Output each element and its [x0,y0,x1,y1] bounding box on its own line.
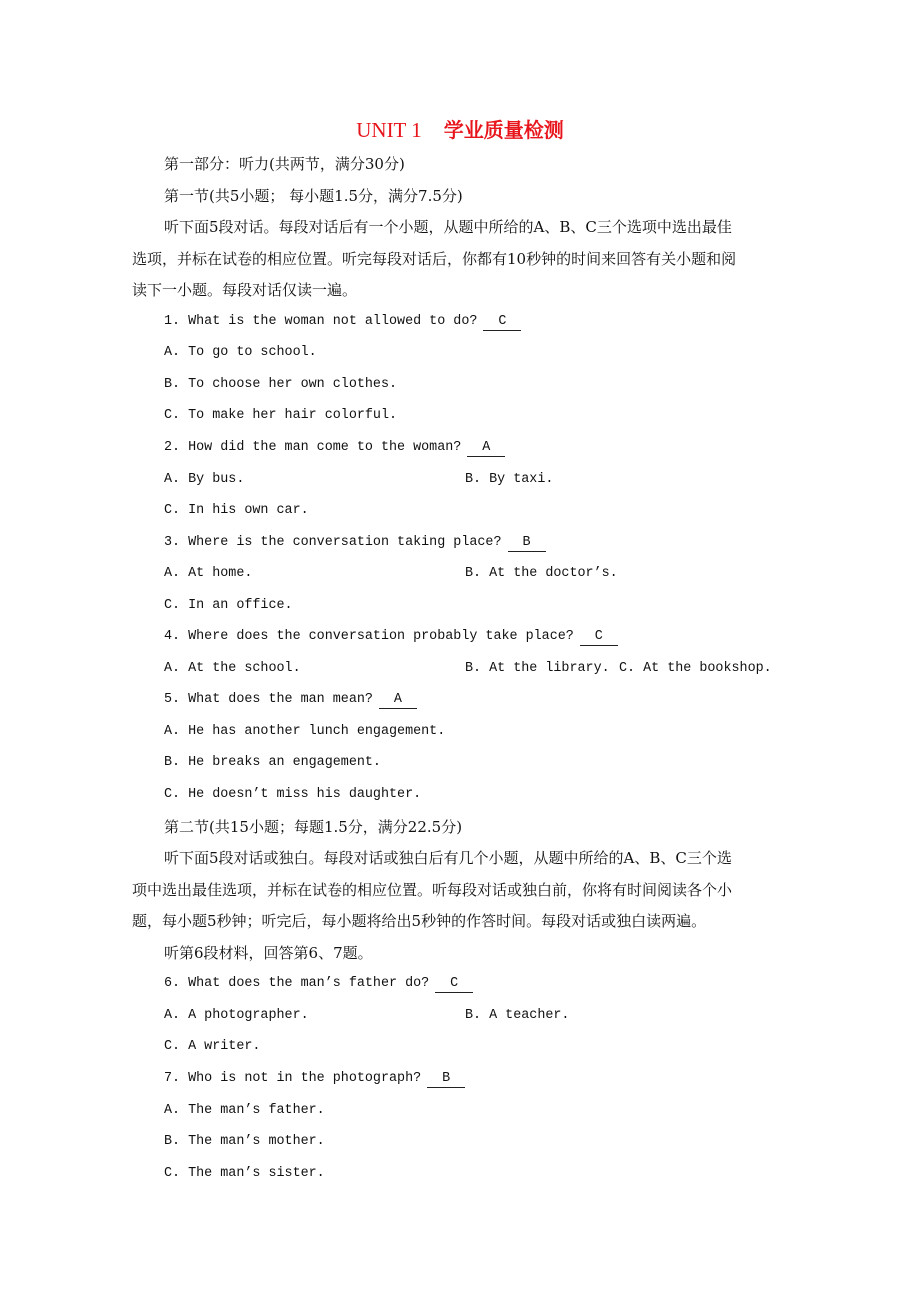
instruction-line [132,879,732,901]
line-text: B. To choose her own clothes. [164,376,398,392]
line-text: C. A writer. [164,1039,261,1055]
line-text: 7. Who is not in the photograph? [164,1070,422,1086]
line-text: A. At home. [164,566,253,582]
option-line [164,469,554,491]
question-line [164,626,618,648]
option-col2: B. A teacher. [465,1007,570,1023]
question-line [164,973,473,995]
instruction-line [132,248,736,270]
line-text: C. To make her hair colorful. [164,408,398,424]
instruction-line [132,279,357,301]
option-col2: B. At the library. [465,660,610,676]
option-line [164,658,772,680]
option-line [164,1163,325,1185]
line-text: 6. What does the man’s father do? [164,976,430,992]
line-text: 读下一小题。每段对话仅读一遍。 [132,281,358,300]
line-text: C. The man’s sister. [164,1165,325,1181]
option-line [164,1036,260,1058]
line-text: 4. Where does the conversation probably take place? [164,629,574,645]
title-chinese: 学业质量检测 [443,120,564,142]
line-text: A. At the school. [164,660,301,676]
question-line [164,532,546,554]
option-col2: B. By taxi. [465,471,554,487]
option-line [164,342,317,364]
instruction-line [164,847,732,869]
line-text: 2. How did the man come to the woman? [164,439,462,455]
option-line [164,1100,325,1122]
question-line [164,1068,465,1090]
line-text: 1. What is the woman not allowed to do? [164,313,478,329]
line-text: A. To go to school. [164,345,317,361]
answer-blank: C [483,313,521,331]
line-text: 听下面5段对话或独白。每段对话或独白后有几个小题，从题中所给的A、B、C三个选 [164,849,732,868]
instruction-line [164,816,462,838]
answer-blank: B [427,1070,465,1088]
line-text: B. He breaks an engagement. [164,755,381,771]
option-line [164,1005,570,1027]
answer-blank: C [435,975,473,993]
option-line [164,563,618,585]
question-line [164,311,521,333]
line-text: 第一节(共5小题； 每小题1.5分，满分7.5分) [164,186,463,205]
question-line [164,689,417,711]
option-line [164,721,445,743]
line-text: C. In his own car. [164,503,309,519]
option-line [164,784,421,806]
line-text: A. A photographer. [164,1007,309,1023]
line-text: 第一部分：听力(共两节，满分30分) [164,155,405,173]
option-line [164,752,381,774]
option-col3: C. At the bookshop. [619,660,772,676]
option-col2: B. At the doctor’s. [465,566,618,582]
answer-blank: A [379,691,417,709]
instruction-line [164,942,373,964]
instruction-line [132,910,706,932]
line-text: 3. Where is the conversation taking place? [164,534,502,550]
answer-blank: C [580,628,618,646]
line-text: A. He has another lunch engagement. [164,723,446,739]
line-text: 题，每小题5秒钟；听完后，每小题将给出5秒钟的作答时间。每段对话或独白读两遍。 [132,912,707,931]
option-line [164,1131,325,1153]
instruction-line [164,216,732,238]
line-text: 听下面5段对话。每段对话后有一个小题，从题中所给的A、B、C三个选项中选出最佳 [164,218,732,237]
line-text: 第二节(共15小题；每题1.5分，满分22.5分) [164,817,463,836]
page-title [0,114,920,143]
line-text: 5. What does the man mean? [164,692,373,708]
instruction-line [164,185,463,207]
answer-blank: B [508,534,546,552]
answer-blank: A [467,439,505,457]
question-line [164,437,505,459]
line-text: A. By bus. [164,471,245,487]
option-line [164,595,293,617]
line-text: 选项，并标在试卷的相应位置。听完每段对话后，你都有10秒钟的时间来回答有关小题和阅 [132,249,737,268]
line-text: C. He doesn’t miss his daughter. [164,787,422,802]
line-text: A. The man’s father. [164,1102,325,1118]
line-text: 听第6段材料，回答第6、7题。 [164,943,373,962]
option-line [164,500,309,522]
option-line [164,374,397,396]
title-unit: UNIT 1 [356,118,422,142]
instruction-line [164,153,405,175]
line-text: 项中选出最佳选项，并标在试卷的相应位置。听每段对话或独白前，你将有时间阅读各个小 [132,880,733,899]
option-line [164,405,397,427]
line-text: B. The man’s mother. [164,1134,325,1150]
line-text: C. In an office. [164,597,293,613]
